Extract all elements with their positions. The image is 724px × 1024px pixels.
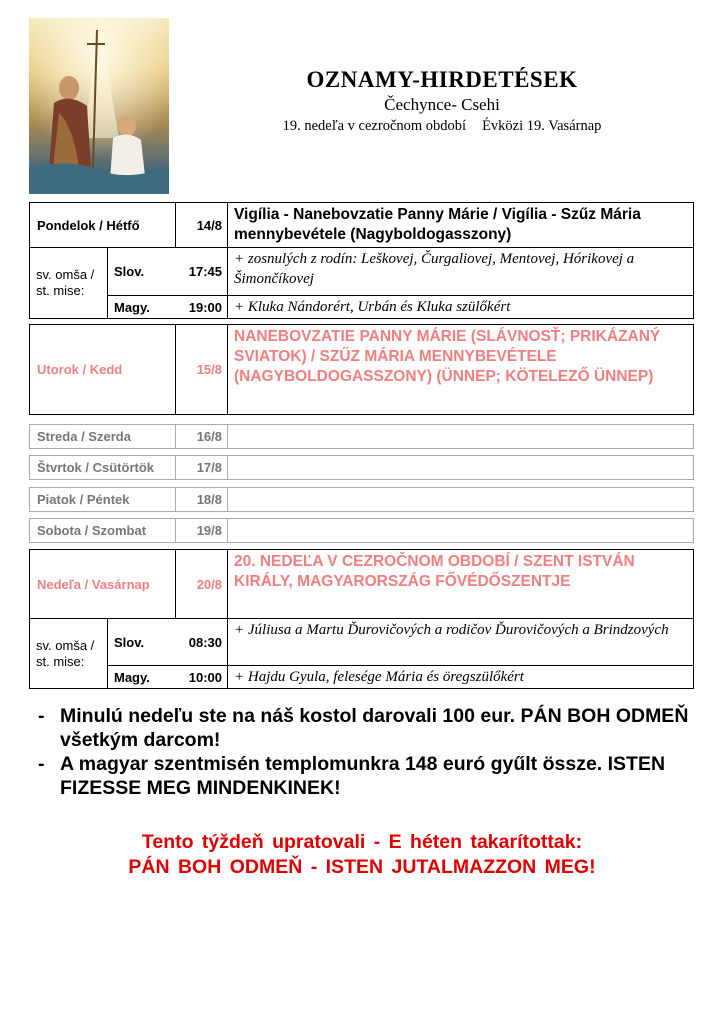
sunday-row [30,550,693,618]
mass-language: Magy. [114,669,150,685]
subtitle [180,116,704,136]
announcement-item [38,752,698,800]
mass-language: Magy. [114,299,150,315]
baptism-picture [29,18,169,194]
mass-intention: + Hajdu Gyula, felesége Mária és öregszülőkért [234,669,524,685]
tuesday-block [29,324,694,415]
subtitle-hungarian: Évközi 19. Vasárnap [482,118,602,134]
announcement-item [38,704,698,752]
day-name: Pondelok / Hétfő [30,203,176,247]
mass-language: Slov. [114,634,145,650]
mass-row [30,618,693,688]
day-date: 16/8 [176,425,228,448]
monday-block [29,202,694,319]
mass-time: 19:00 [176,296,228,318]
feast-empty [228,425,693,448]
subtitle-slovak: 19. nedeľa v cezročnom období [282,118,467,134]
parish-name: Čechynce- Csehi [384,95,500,114]
mass-label: sv. omša / st. mise: [30,248,108,318]
mass-item [108,295,693,318]
announcement-text: Minulú nedeľu ste na náš kostol darovali 100 eur. PÁN BOH ODMEŇ všetkým darcom! [60,705,689,751]
bullet-dash: - [38,753,45,775]
mass-row [30,247,693,318]
mass-list [108,248,693,318]
day-row [30,519,693,542]
day-name: Štvrtok / Csütörtök [30,456,176,479]
announcements [38,704,698,800]
feast-title: 20. NEDEĽA V CEZROČNOM OBDOBÍ / SZENT ISTVÁN KIRÁLY, MAGYARORSZÁG FŐVÉDŐSZENTJE [234,553,635,590]
day-date: 19/8 [176,519,228,542]
mass-item [108,665,693,688]
feast-title: NANEBOVZATIE PANNY MÁRIE (SLÁVNOSŤ; PRIKÁZANÝ SVIATOK) / SZŰZ MÁRIA MENNYBEVÉTELE (NAGYBOLDOGASSZONY) (ÜNNEP; KÖTELEZŐ ÜNNEP) [234,328,661,385]
mass-time: 17:45 [176,248,228,295]
feast-empty [228,456,693,479]
mass-item [108,619,693,665]
page-title: OZNAMY-HIRDETÉSEK [306,67,578,92]
day-name: Sobota / Szombat [30,519,176,542]
cleaning-line: PÁN BOH ODMEŇ - ISTEN JUTALMAZZON MEG! [128,856,596,878]
mass-list [108,619,693,688]
day-date: 14/8 [176,203,228,247]
feast-title: Vigília - Nanebovzatie Panny Márie / Vigília - Szűz Mária mennybevétele (Nagyboldogasszony) [234,206,641,243]
mass-item [108,248,693,295]
cleaning-thanks [30,830,694,880]
wednesday-block [29,424,694,449]
feast-empty [228,519,693,542]
day-date: 17/8 [176,456,228,479]
sunday-block [29,549,694,689]
mass-label: sv. omša / st. mise: [30,619,108,688]
day-name: Utorok / Kedd [30,325,176,414]
mass-intention: + Júliusa a Martu Ďurovičových a rodičov Ďurovičových a Brindzových [234,622,669,638]
baptism-illustration [29,18,169,194]
header [180,66,704,136]
feast-empty [228,488,693,511]
announcement-text: A magyar szentmisén templomunkra 148 euró gyűlt össze. ISTEN FIZESSE MEG MINDENKINEK! [60,753,666,799]
day-date: 20/8 [176,550,228,618]
mass-time: 08:30 [176,619,228,665]
day-row [30,488,693,511]
mass-intention: + Kluka Nándorért, Urbán és Kluka szülőkért [234,299,511,315]
monday-row [30,203,693,247]
mass-time: 10:00 [176,666,228,688]
cleaning-line: Tento týždeň upratovali - E héten takarítottak: [141,831,583,853]
day-name: Piatok / Péntek [30,488,176,511]
day-date: 15/8 [176,325,228,414]
day-name: Streda / Szerda [30,425,176,448]
tuesday-row [30,325,693,414]
bullet-dash: - [38,705,45,727]
mass-intention: + zosnulých z rodín: Leškovej, Čurgaliovej, Mentovej, Hórikovej a Šimončíkovej [234,251,635,287]
day-name: Nedeľa / Vasárnap [30,550,176,618]
thursday-block [29,455,694,480]
friday-block [29,487,694,512]
day-row [30,456,693,479]
day-row [30,425,693,448]
day-date: 18/8 [176,488,228,511]
saturday-block [29,518,694,543]
mass-language: Slov. [114,264,145,279]
